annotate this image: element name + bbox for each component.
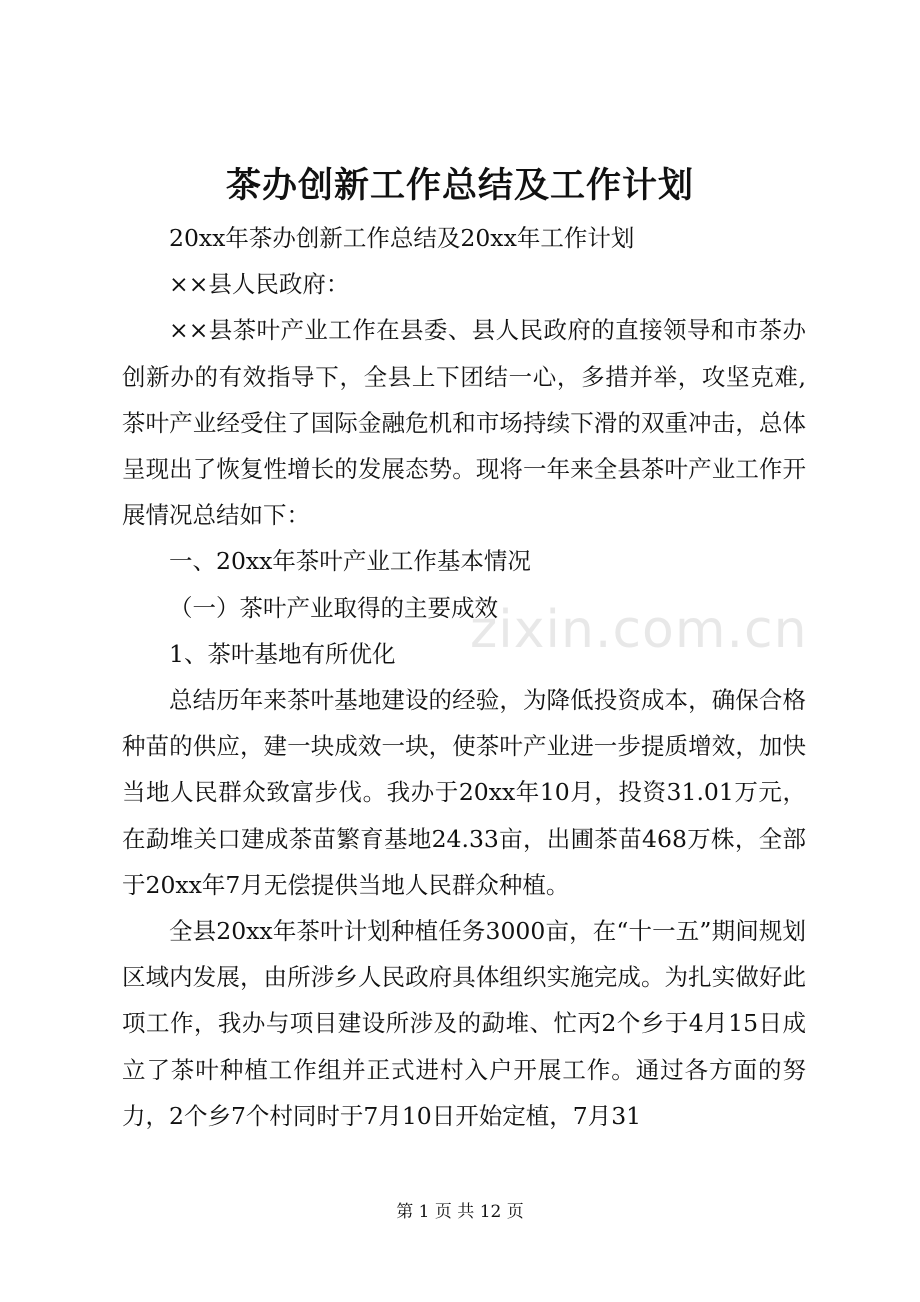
document-body <box>122 215 806 1139</box>
paragraph-intro: ××县茶叶产业工作在县委、县人民政府的直接领导和市茶办创新办的有效指导下，全县上下团结一心，多措并举，攻坚克难,茶叶产业经受住了国际金融危机和市场持续下滑的双重冲击，总体呈现出了恢复性增长的发展态势。现将一年来全县茶叶产业工作开展情况总结如下： <box>122 316 806 530</box>
paragraph-body: 全县20xx年茶叶计划种植任务3000亩，在“十一五”期间规划区域内发展，由所涉乡人民政府具体组织实施完成。为扎实做好此项工作，我办与项目建设所涉及的勐堆、忙丙2个乡于4月15日成立了茶叶种植工作组并正式进村入户开展工作。通过各方面的努力，2个乡7个村同时于7月10日开始定植，7月31 <box>122 917 806 1130</box>
paragraph-section-heading: 一、20xx年茶叶产业工作基本情况 <box>169 547 531 576</box>
paragraph-subsection-heading: （一）茶叶产业取得的主要成效 <box>169 593 498 622</box>
paragraph-item-heading: 1、茶叶基地有所优化 <box>169 639 396 668</box>
page-footer: 第 1 页 共 12 页 <box>396 1202 524 1222</box>
paragraph-subtitle: 20xx年茶办创新工作总结及20xx年工作计划 <box>169 224 635 252</box>
paragraph-body: 总结历年来茶叶基地建设的经验，为降低投资成本，确保合格种苗的供应，建一块成效一块，使茶叶产业进一步提质增效，加快当地人民群众致富步伐。我办于20xx年10月，投资31.01万元，在勐堆关口建成茶苗繁育基地24.33亩，出圃茶苗468万株，全部于20xx年7月无偿提供当地人民群众种植。 <box>122 686 806 899</box>
document-title: 茶办创新工作总结及工作计划 <box>225 165 694 206</box>
paragraph-salutation: ××县人民政府： <box>169 270 350 299</box>
watermark: zixin.com.cn <box>470 600 808 660</box>
